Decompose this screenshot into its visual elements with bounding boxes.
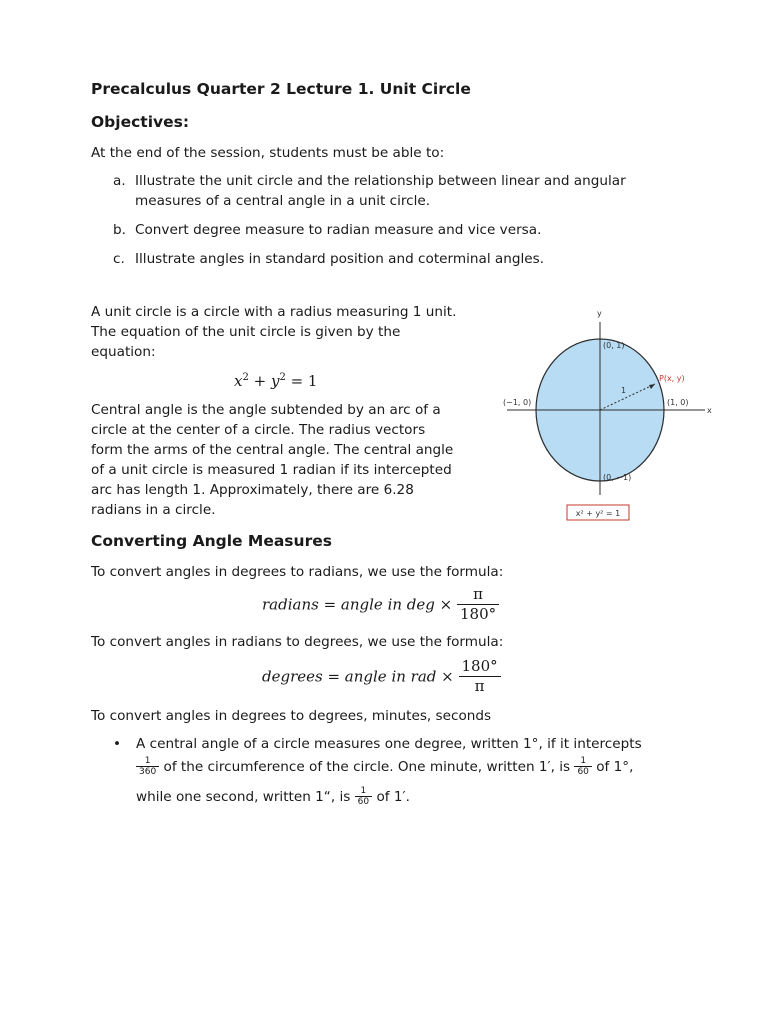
eq-exp-x: 2 — [242, 372, 249, 383]
eq-x: x — [234, 372, 243, 390]
bullet-line-2-text-a: of the circumference of the circle. One minute, written 1′, is — [159, 758, 575, 775]
point-top-label: (0, 1) — [603, 341, 625, 350]
formula2-numerator: 180° — [459, 657, 501, 677]
formula2-denominator: π — [474, 676, 485, 695]
point-right-label: (1, 0) — [667, 398, 689, 407]
formula2-lhs: degrees = angle in rad × — [262, 667, 454, 686]
bullet-line-3-text-b: of 1′. — [372, 788, 410, 805]
unit-circle-line-3: equation: — [91, 344, 156, 360]
fraction-denominator: 60 — [357, 797, 370, 808]
radius-label: 1 — [621, 386, 627, 395]
objectives-intro: At the end of the session, students must be able to: — [91, 145, 445, 161]
central-angle-line-4: of a unit circle is measured 1 radian if its intercepted — [91, 462, 452, 478]
bullet-line-2 — [136, 756, 633, 778]
list-marker: c. — [113, 251, 125, 267]
eq-plus: + — [248, 372, 271, 390]
unit-circle-line-1: A unit circle is a circle with a radius measuring 1 unit. — [91, 304, 457, 320]
bullet-line-1: A central angle of a circle measures one degree, written 1°, if it intercepts — [136, 736, 642, 752]
bullet-marker: • — [113, 736, 122, 752]
formula1-lhs: radians = angle in deg × — [262, 595, 453, 614]
point-p-label: P(x, y) — [659, 374, 685, 383]
rad-to-deg-intro: To convert angles in radians to degrees, we use the formula: — [91, 634, 504, 650]
central-angle-line-2: circle at the center of a circle. The radius vectors — [91, 422, 426, 438]
central-angle-line-5: arc has length 1. Approximately, there are 6.28 — [91, 482, 414, 498]
fraction-numerator: 1 — [136, 756, 159, 767]
formula-deg-to-rad — [262, 585, 499, 624]
bullet-line-3 — [136, 786, 410, 808]
deg-to-rad-intro: To convert angles in degrees to radians, we use the formula: — [91, 564, 504, 580]
formula1-denominator: 180° — [460, 604, 497, 623]
fraction-1-60-a — [574, 756, 591, 778]
list-marker: a. — [113, 173, 126, 189]
bullet-line-2-text-b: of 1°, — [591, 758, 634, 775]
eq-exp-y: 2 — [279, 372, 286, 383]
objectives-heading: Objectives: — [91, 113, 190, 131]
x-axis-label: x — [707, 406, 712, 415]
converting-heading: Converting Angle Measures — [91, 532, 332, 550]
unit-circle-equation — [234, 372, 317, 390]
eq-rhs: = 1 — [285, 372, 318, 390]
bullet-line-3-text-a: while one second, written 1“, is — [136, 788, 355, 805]
fraction-numerator: 1 — [355, 786, 372, 797]
point-left-label: (−1, 0) — [503, 398, 532, 407]
fraction-numerator: 1 — [574, 756, 591, 767]
list-marker: b. — [113, 222, 126, 238]
page-title: Precalculus Quarter 2 Lecture 1. Unit Circle — [91, 80, 471, 98]
fraction-1-360 — [136, 756, 159, 778]
central-angle-line-3: form the arms of the central angle. The central angle — [91, 442, 454, 458]
fraction-denominator: 360 — [139, 767, 157, 778]
point-bottom-label: (0, −1) — [603, 473, 632, 482]
y-axis-label: y — [597, 309, 602, 318]
formula2-fraction — [459, 657, 501, 696]
formula-rad-to-deg — [262, 657, 501, 696]
formula1-fraction — [457, 585, 499, 624]
dms-intro: To convert angles in degrees to degrees, minutes, seconds — [91, 708, 492, 724]
central-angle-line-6: radians in a circle. — [91, 502, 216, 518]
list-item-text: Illustrate angles in standard position and coterminal angles. — [135, 251, 545, 267]
list-item-text: Convert degree measure to radian measure and vice versa. — [135, 222, 542, 238]
eq-y: y — [270, 372, 280, 390]
equation-box-label: x² + y² = 1 — [575, 509, 621, 518]
central-angle-line-1: Central angle is the angle subtended by an arc of a — [91, 402, 441, 418]
list-item-text: Illustrate the unit circle and the relationship between linear and angular measures of a central angle in a unit circle. — [135, 173, 626, 209]
unit-circle-line-2: The equation of the unit circle is given by the — [91, 324, 401, 340]
fraction-denominator: 60 — [577, 767, 589, 778]
formula1-numerator: π — [457, 585, 499, 605]
unit-circle-figure — [495, 300, 725, 530]
fraction-1-60-b — [355, 786, 372, 808]
